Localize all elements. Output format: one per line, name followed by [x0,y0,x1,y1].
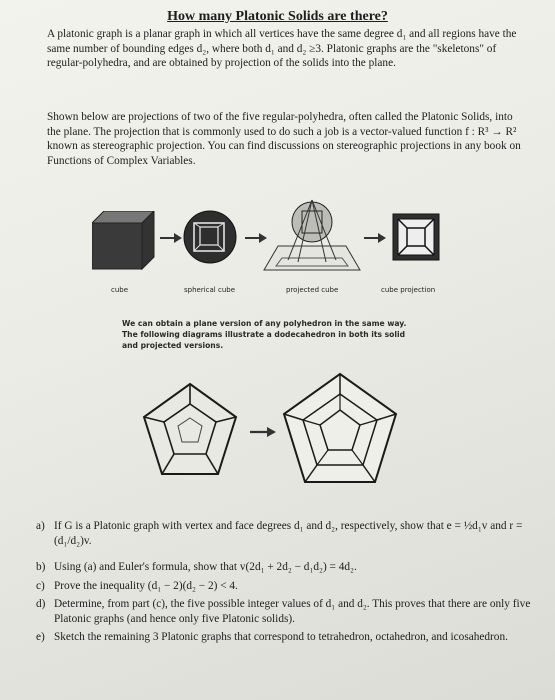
intro-paragraph: A platonic graph is a planar graph in which all vertices have the same degree d₁ and all regions have the same number of bounding edges d₂, where both d₁ and d₂ ≥3. Platonic graphs are the "skeletons" of regular-polyhedra, and are obtained by projection of the solids into the plane. [47,28,517,70]
caption-cube-projection: cube projection [381,286,436,294]
question-label: c) [36,579,45,592]
question-label: e) [36,631,45,643]
question-text: Determine, from part (c), the five possible integer values of d₁ and d₂. This proves that there are only five Platonic graphs (and hence only five Platonic solids). [54,598,531,625]
question-list [36,519,531,649]
caption-projected-cube: projected cube [286,286,339,294]
cube-projection-figure [392,213,440,261]
question-text: Prove the inequality (d₁ − 2)(d₂ − 2) < 4. [54,579,238,592]
caption-cube: cube [111,286,129,294]
question-item [36,579,531,594]
dodecahedron-solid-figure [138,382,242,482]
question-item [36,560,531,575]
projection-paragraph: Shown below are projections of two of the five regular-polyhedra, often called the Platonic Solids, into the plane. The projection that is commonly used to do such a job is a vector-valued function f : R³ → R² known as stereographic projection. You can find discussions on stereographic projections in any book on Functions of Complex Variables. [47,111,521,167]
cube-figure [92,211,156,271]
dodecahedron-projection-figure [280,372,400,486]
dodecahedron-note: We can obtain a plane version of any polyhedron in the same way. The following diagrams illustrate a dodecahedron in both its solid and projected versions. [122,319,407,350]
question-item [36,630,531,645]
question-text: If G is a Platonic graph with vertex and face degrees d₁ and d₂, respectively, show that e = ½d₁v and r = (d₁/d₂)v. [54,520,523,547]
projected-cube-figure [262,196,362,272]
arrow-icon [160,232,182,244]
arrow-icon [364,232,386,244]
question-label: a) [36,520,45,532]
page-title: How many Platonic Solids are there? [167,9,388,24]
question-text: Sketch the remaining 3 Platonic graphs that correspond to tetrahedron, octahedron, and icosahedron. [54,631,508,643]
question-item [36,519,531,548]
question-label: b) [36,561,46,573]
question-item [36,597,531,626]
question-text: Using (a) and Euler's formula, show that v(2d₁ + 2d₂ − d₁d₂) = 4d₂. [54,561,357,573]
spherical-cube-figure [182,207,238,269]
arrow-icon [250,426,276,438]
question-label: d) [36,598,46,610]
caption-spherical-cube: spherical cube [184,286,235,294]
